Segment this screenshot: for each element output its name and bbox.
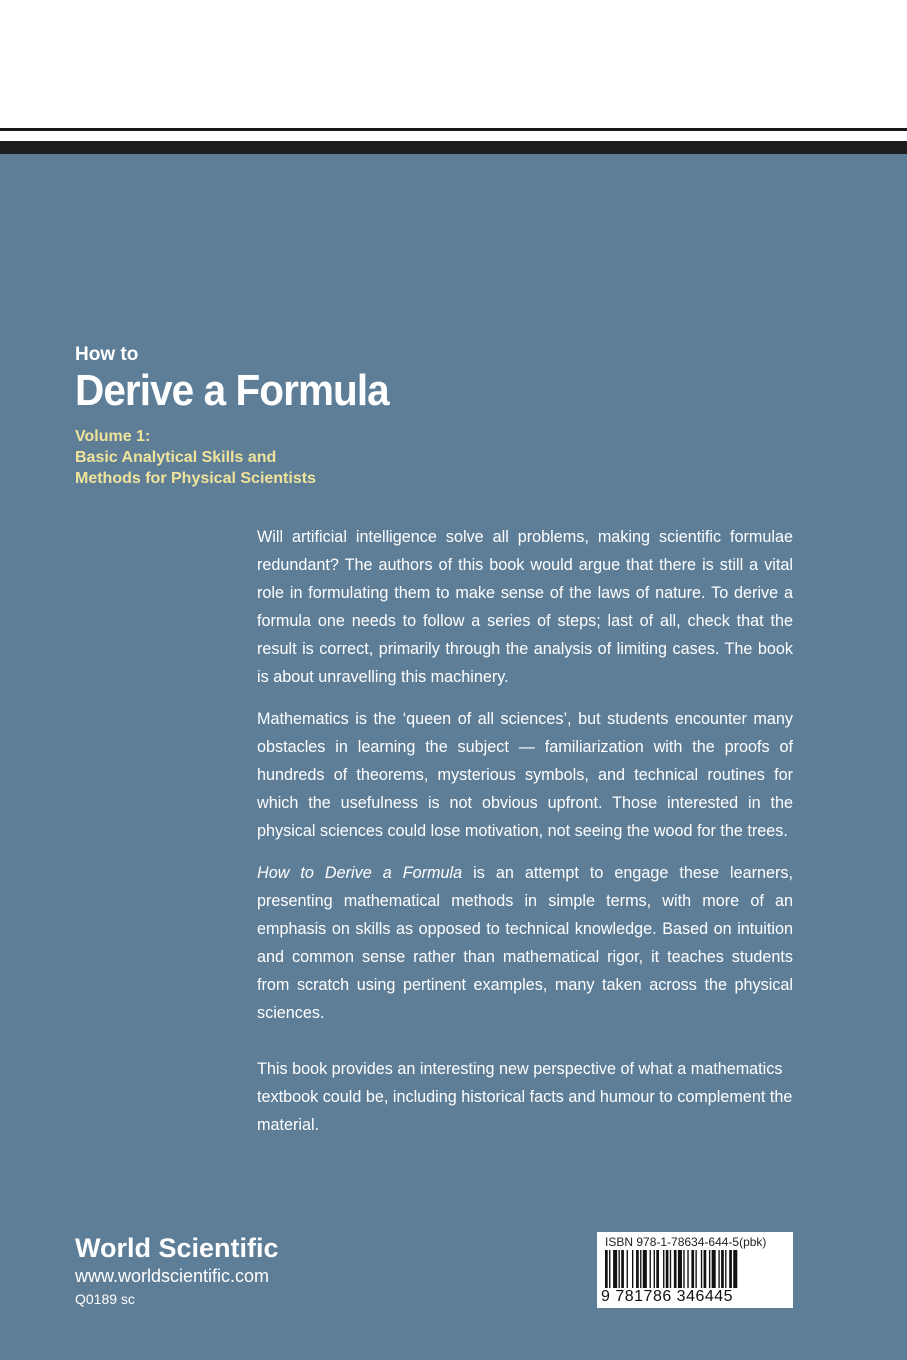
- barcode-bar: [663, 1250, 664, 1288]
- publisher-block: [75, 1232, 279, 1310]
- barcode-bar: [725, 1250, 726, 1288]
- barcode-bar: [712, 1250, 716, 1288]
- title-block: [75, 344, 475, 489]
- blurb: [257, 523, 793, 1153]
- barcode-digits: 9 781786 346445: [601, 1288, 734, 1305]
- barcode-bar: [643, 1250, 647, 1288]
- barcode-bar: [718, 1250, 719, 1288]
- volume-label: Volume 1:: [75, 428, 151, 445]
- barcode-bar: [670, 1250, 671, 1288]
- barcode-bar: [621, 1250, 624, 1288]
- barcode-bar: [687, 1250, 688, 1288]
- barcode-bar: [650, 1250, 651, 1288]
- barcode-bar: [683, 1250, 684, 1288]
- blurb-paragraph-1: Will artificial intelligence solve all problems, making scientific formulae redundant? The authors of this book would argue that there is still a vital role in formulating them to make sense of the laws of nature. To derive a formula one needs to follow a series of steps; last of all, check that the result is correct, primarily through the analysis of limiting cases. The book is about unravelling this machinery.: [257, 528, 793, 686]
- subtitle-line-1: Basic Analytical Skills and: [75, 449, 277, 466]
- main-title: Derive a Formula: [75, 366, 389, 415]
- blurb-paragraph-2: Mathematics is the ‘queen of all sciences’, but students encounter many obstacles in learning the subject — familiarization with the proofs of hundreds of theorems, mysterious symbols, and technical routines for which the usefulness is not obvious upfront. Those interested in the physical sciences could lose motivation, not seeing the wood for the trees.: [257, 710, 793, 840]
- barcode-bar: [695, 1250, 696, 1288]
- barcode-bar: [627, 1250, 628, 1288]
- top-thin-rule: [0, 128, 907, 131]
- barcode-bar: [729, 1250, 732, 1288]
- barcode-bar: [619, 1250, 620, 1288]
- barcode-bar: [654, 1250, 655, 1288]
- barcode-bar: [674, 1250, 677, 1288]
- isbn-label: ISBN 978-1-78634-644-5(pbk): [605, 1235, 767, 1249]
- barcode-bar: [701, 1250, 702, 1288]
- barcode: [597, 1232, 793, 1308]
- product-code: Q0189 sc: [75, 1291, 135, 1307]
- publisher-name: World Scientific: [75, 1233, 279, 1263]
- subtitle-line-2: Methods for Physical Scientists: [75, 470, 316, 487]
- barcode-bar: [721, 1250, 724, 1288]
- publisher-url: www.worldscientific.com: [75, 1266, 270, 1286]
- pretitle: How to: [75, 344, 139, 365]
- blurb-paragraph-4: This book provides an interesting new perspective of what a mathematics textbook could be, including historical facts and humour to complement the material.: [257, 1060, 793, 1134]
- barcode-bar: [632, 1250, 633, 1288]
- blurb-paragraph-3-text: is an attempt to engage these learners, presenting mathematical methods in simple terms, with more of an emphasis on skills as opposed to technical knowledge. Based on intuition and common sense rather than mathematical rigor, it teaches students from scratch using pertinent examples, many taken across the physical sciences.: [257, 864, 793, 1022]
- barcode-bar: [636, 1250, 639, 1288]
- barcode-bar: [709, 1250, 710, 1288]
- barcode-bar: [605, 1250, 608, 1288]
- barcode-bar: [656, 1250, 659, 1288]
- book-title-italic: How to Derive a Formula: [257, 864, 463, 882]
- subtitle: [75, 426, 475, 489]
- barcode-bar: [678, 1250, 682, 1288]
- barcode-bar: [640, 1250, 641, 1288]
- barcode-bar: [733, 1250, 737, 1288]
- barcode-bar: [609, 1250, 610, 1288]
- top-thick-rule: [0, 141, 907, 154]
- cover-panel: [0, 154, 907, 1360]
- barcode-bar: [704, 1250, 707, 1288]
- barcode-bar: [691, 1250, 694, 1288]
- barcode-bar: [613, 1250, 617, 1288]
- barcode-bar: [666, 1250, 669, 1288]
- blurb-paragraph-3: [257, 859, 793, 1027]
